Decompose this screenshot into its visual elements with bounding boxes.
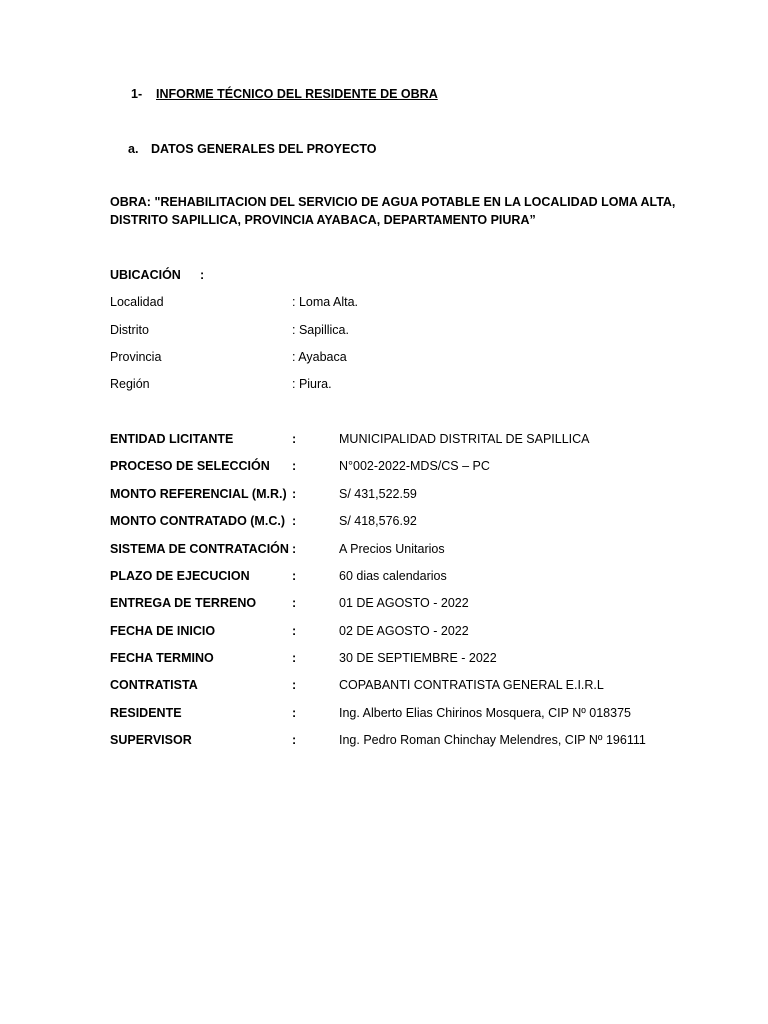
ubicacion-label: UBICACIÓN <box>110 268 181 282</box>
subheading-letter: a. <box>128 142 139 156</box>
plazo-ejecucion-label: PLAZO DE EJECUCION <box>110 569 250 583</box>
info-colon: : <box>292 596 297 610</box>
info-colon: : <box>292 651 297 665</box>
sistema-contratacion-value: A Precios Unitarios <box>339 542 445 556</box>
plazo-ejecucion-value: 60 dias calendarios <box>339 569 447 583</box>
info-colon: : <box>292 514 297 528</box>
info-colon: : <box>292 706 297 720</box>
contratista-value: COPABANTI CONTRATISTA GENERAL E.I.R.L <box>339 678 604 692</box>
region-label: Región <box>110 377 150 391</box>
fecha-inicio-value: 02 DE AGOSTO - 2022 <box>339 624 469 638</box>
proceso-seleccion-value: N°002-2022-MDS/CS – PC <box>339 459 490 473</box>
info-colon: : <box>292 678 297 692</box>
contratista-label: CONTRATISTA <box>110 678 198 692</box>
fecha-inicio-label: FECHA DE INICIO <box>110 624 216 638</box>
info-colon: : <box>292 459 297 473</box>
entidad-licitante-value: MUNICIPALIDAD DISTRITAL DE SAPILLICA <box>339 432 590 446</box>
info-colon: : <box>292 432 297 446</box>
document-title: INFORME TÉCNICO DEL RESIDENTE DE OBRA <box>156 87 438 101</box>
info-colon: : <box>292 542 297 556</box>
info-colon: : <box>292 487 297 501</box>
distrito-label: Distrito <box>110 323 149 337</box>
monto-contratado-label: MONTO CONTRATADO (M.C.) <box>110 514 285 528</box>
provincia-label: Provincia <box>110 350 162 364</box>
provincia-value: : Ayabaca <box>292 350 347 364</box>
monto-referencial-label: MONTO REFERENCIAL (M.R.) <box>110 487 287 501</box>
entrega-terreno-value: 01 DE AGOSTO - 2022 <box>339 596 469 610</box>
info-colon: : <box>292 624 297 638</box>
monto-contratado-value: S/ 418,576.92 <box>339 514 417 528</box>
residente-label: RESIDENTE <box>110 706 182 720</box>
region-value: : Piura. <box>292 377 332 391</box>
fecha-termino-value: 30 DE SEPTIEMBRE - 2022 <box>339 651 497 665</box>
supervisor-label: SUPERVISOR <box>110 733 192 747</box>
info-colon: : <box>292 569 297 583</box>
obra-title-line1: OBRA: "REHABILITACION DEL SERVICIO DE AGUA POTABLE EN LA LOCALIDAD LOMA ALTA, <box>110 195 676 209</box>
entrega-terreno-label: ENTREGA DE TERRENO <box>110 596 257 610</box>
obra-title-line2: DISTRITO SAPILLICA, PROVINCIA AYABACA, DEPARTAMENTO PIURA” <box>110 213 536 227</box>
distrito-value: : Sapillica. <box>292 323 349 337</box>
section-title: DATOS GENERALES DEL PROYECTO <box>151 142 377 156</box>
localidad-value: : Loma Alta. <box>292 295 359 309</box>
monto-referencial-value: S/ 431,522.59 <box>339 487 417 501</box>
heading-number: 1- <box>131 87 143 101</box>
ubicacion-colon: : <box>200 268 205 282</box>
supervisor-value: Ing. Pedro Roman Chinchay Melendres, CIP Nº 196111 <box>339 733 646 747</box>
localidad-label: Localidad <box>110 295 164 309</box>
residente-value: Ing. Alberto Elias Chirinos Mosquera, CIP Nº 018375 <box>339 706 631 720</box>
fecha-termino-label: FECHA TERMINO <box>110 651 214 665</box>
sistema-contratacion-label: SISTEMA DE CONTRATACIÓN <box>110 542 289 556</box>
info-colon: : <box>292 733 297 747</box>
entidad-licitante-label: ENTIDAD LICITANTE <box>110 432 234 446</box>
proceso-seleccion-label: PROCESO DE SELECCIÓN <box>110 459 270 473</box>
